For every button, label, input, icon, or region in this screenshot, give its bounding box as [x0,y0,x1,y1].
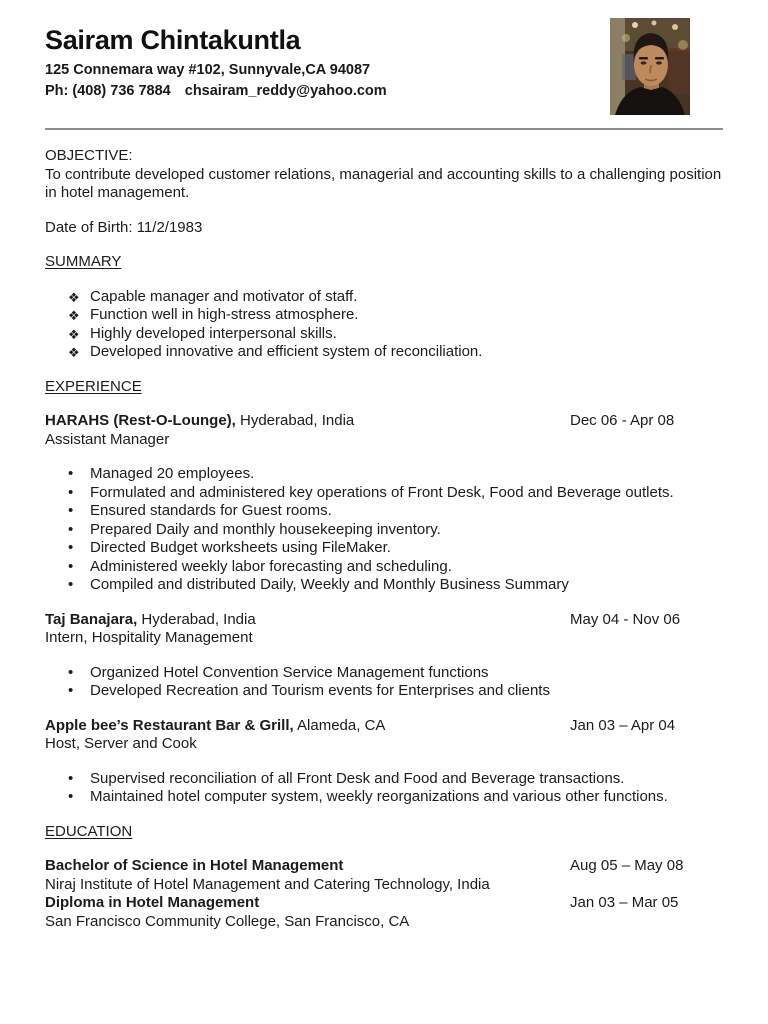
job-bullet-text: Developed Recreation and Tourism events for Enterprises and clients [90,682,550,699]
job-bullet-text: Managed 20 employees. [90,465,255,482]
company-location: Hyderabad, India [235,412,355,429]
header-divider [45,128,723,130]
job-bullet-list [45,465,723,595]
list-item [45,521,723,540]
section-summary [45,253,723,362]
school-name: Niraj Institute of Hotel Management and Catering Technology, India [45,875,490,893]
round-bullet-icon: • [68,576,74,593]
job-bullet-list [45,664,723,701]
job-entry [45,717,723,754]
education-entries [45,857,723,931]
job-bullet-text: Prepared Daily and monthly housekeeping inventory. [90,520,441,538]
job-bullet-text: Supervised reconciliation of all Front Desk and Food and Beverage transactions. [90,769,625,787]
summary-item-text: Developed innovative and efficient system of reconciliation. [90,343,483,360]
diamond-bullet-icon: ❖ [68,345,80,360]
objective-heading: OBJECTIVE: [45,147,133,164]
round-bullet-icon: • [68,465,74,482]
round-bullet-icon: • [68,483,74,501]
education-entry [45,857,723,894]
profile-photo [610,18,690,115]
job-header [45,717,723,736]
job-bullet-text: Directed Budget worksheets using FileMaker. [90,539,391,556]
round-bullet-icon: • [68,788,74,805]
list-item [45,664,723,683]
list-item [45,325,723,344]
experience-heading: EXPERIENCE [45,377,142,395]
school-name: San Francisco Community College, San Francisco, CA [45,912,410,930]
round-bullet-icon: • [68,539,74,556]
job-dates: Jan 03 – Apr 04 [570,716,676,734]
job-dates: May 04 - Nov 06 [570,610,681,628]
list-item [45,576,723,595]
section-objective [45,147,723,237]
phone-number: Ph: (408) 736 7884 [45,82,171,99]
company-name: HARAHS (Rest-O-Lounge), [45,412,236,429]
header [45,24,723,101]
job-title: Intern, Hospitality Management [45,629,253,646]
degree-row [45,857,723,876]
diamond-bullet-icon: ❖ [68,289,80,305]
job-dates: Dec 06 - Apr 08 [570,412,675,429]
company-name: Apple bee’s Restaurant Bar & Grill, [45,716,294,734]
job-entry [45,611,723,648]
summary-item-text: Function well in high-stress atmosphere. [90,306,359,323]
degree-row [45,894,723,913]
list-item [45,484,723,503]
job-bullet-text: Administered weekly labor forecasting and scheduling. [90,557,452,575]
summary-heading: SUMMARY [45,253,122,270]
list-item [45,465,723,484]
email-address: chsairam_reddy@yahoo.com [184,82,387,99]
degree-name: Diploma in Hotel Management [45,894,260,911]
list-item [45,502,723,521]
job-bullet-text: Compiled and distributed Daily, Weekly and Monthly Business Summary [90,576,569,593]
round-bullet-icon: • [68,502,74,519]
list-item [45,539,723,558]
job-bullet-text: Organized Hotel Convention Service Management functions [90,663,489,681]
company-location: Alameda, CA [293,716,386,734]
company-name: Taj Banajara, [45,610,138,628]
summary-list [45,288,723,362]
list-item [45,788,723,807]
job-bullet-text: Ensured standards for Guest rooms. [90,502,332,519]
degree-dates: Jan 03 – Mar 05 [570,894,679,911]
date-of-birth: Date of Birth: 11/2/1983 [45,218,203,236]
round-bullet-icon: • [68,769,74,787]
address-line: 125 Connemara way #102, Sunnyvale,CA 94087 [45,62,371,78]
job-header [45,412,723,431]
list-item [45,682,723,701]
list-item [45,770,723,789]
list-item [45,558,723,577]
job-title: Host, Server and Cook [45,735,197,752]
list-item [45,306,723,325]
objective-text: To contribute developed customer relations, managerial and accounting skills to a challenging position in hotel management. [45,165,722,201]
education-entry [45,894,723,931]
degree-name: Bachelor of Science in Hotel Management [45,857,344,874]
job-header [45,611,723,630]
round-bullet-icon: • [68,663,74,681]
profile-photo-image [610,18,690,115]
education-heading: EDUCATION [45,822,133,840]
summary-item-text: Capable manager and motivator of staff. [90,287,358,305]
section-experience [45,378,723,807]
diamond-bullet-icon: ❖ [68,308,80,323]
person-name: Sairam Chintakuntla [45,25,301,55]
section-education [45,823,723,932]
list-item [45,343,723,362]
job-bullet-text: Maintained hotel computer system, weekly reorganizations and various other functions. [90,788,668,805]
job-bullet-list [45,770,723,807]
round-bullet-icon: • [68,520,74,538]
round-bullet-icon: • [68,682,74,699]
job-entry [45,412,723,449]
round-bullet-icon: • [68,557,74,575]
job-bullet-text: Formulated and administered key operations of Front Desk, Food and Beverage outlets. [90,483,674,501]
company-location: Hyderabad, India [137,610,256,628]
degree-dates: Aug 05 – May 08 [570,857,684,874]
summary-item-text: Highly developed interpersonal skills. [90,324,337,342]
job-title: Assistant Manager [45,430,170,448]
diamond-bullet-icon: ❖ [68,326,80,342]
list-item [45,288,723,307]
